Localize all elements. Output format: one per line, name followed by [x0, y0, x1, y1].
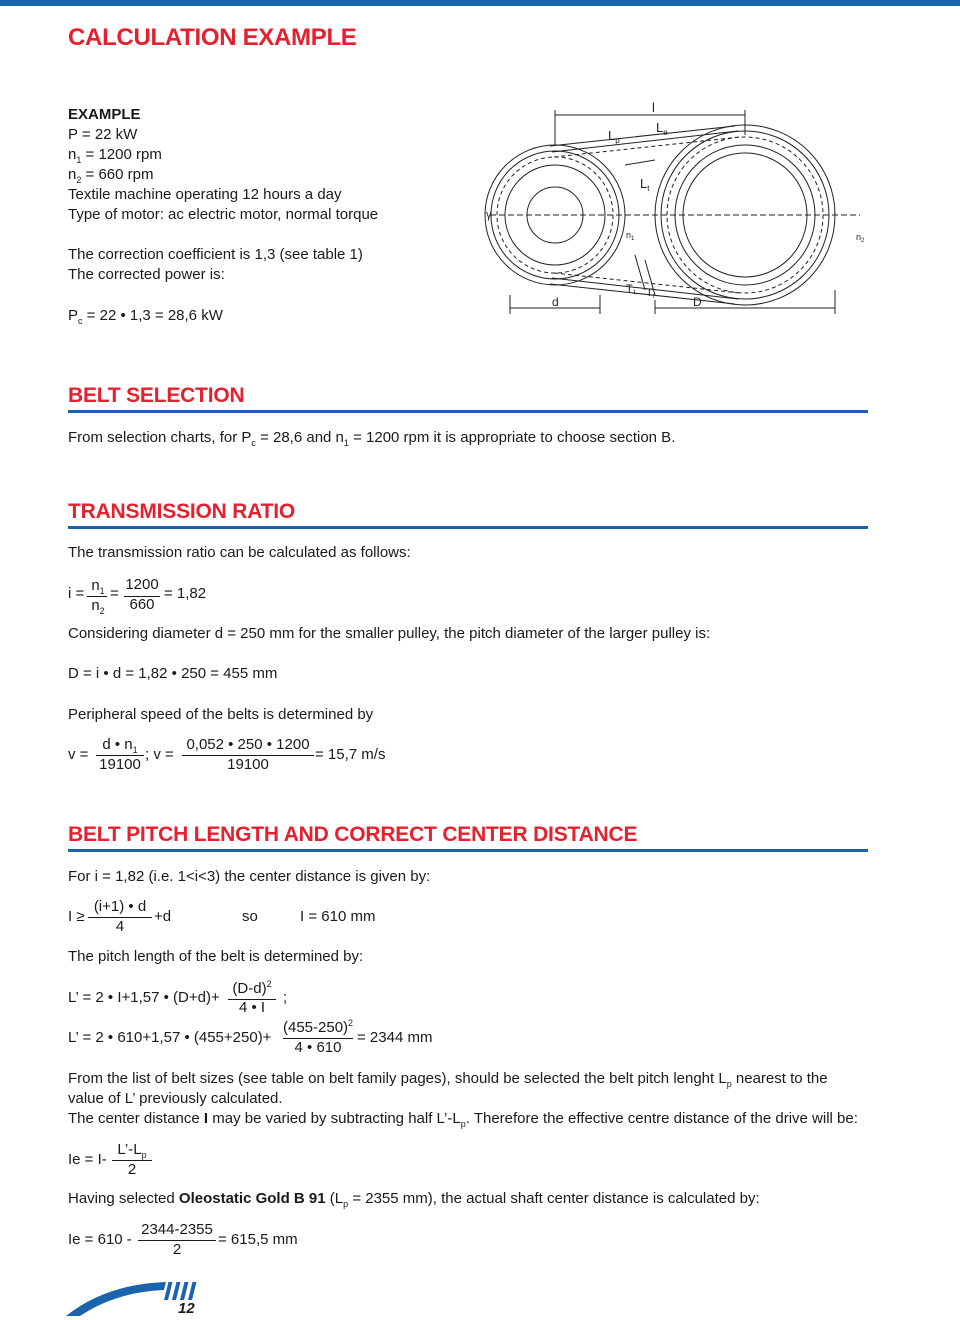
diagram-label-t1: T1 [626, 283, 637, 296]
diagram-label-n1: $n_1$ [626, 230, 635, 242]
example-motor: Type of motor: ac electric motor, normal torque [68, 206, 379, 223]
D-equation: D = i • d = 1,82 • 250 = 455 mm [68, 665, 278, 682]
considering-text: Considering diameter d = 250 mm for the smaller pulley, the pitch diameter of the larger pulley is: [68, 625, 711, 642]
peripheral-text: Peripheral speed of the belts is determined by [68, 706, 374, 723]
diagram-label-d: d [552, 295, 559, 309]
diagram-label-D: D [693, 295, 702, 309]
section-rule [68, 849, 868, 852]
pc-equation: $P_c = 22$ • 1,3 = 28,6 kW [68, 307, 223, 326]
having-selected-text: Having selected Oleostatic Gold B 91 ($L_p = 2355$ mm), the actual shaft center distance is calculated by: [68, 1190, 760, 1209]
belt-selection-heading: BELT SELECTION [68, 384, 245, 407]
diagram-label-lp: $L_p$ [608, 128, 620, 145]
page-number: 12 [178, 1300, 195, 1317]
example-n2: $n_2 = 660$ rpm [68, 166, 154, 185]
correction-text: The correction coefficient is 1,3 (see table 1) [68, 246, 363, 263]
from-list-text-cont: value of L’ previously calculated. [68, 1090, 283, 1107]
belt-drive-diagram [480, 100, 880, 320]
section-rule [68, 526, 868, 529]
example-heading: EXAMPLE [68, 106, 141, 123]
diagram-label-n2: $n_2$ [856, 232, 865, 244]
example-machine: Textile machine operating 12 hours a day [68, 186, 342, 203]
diagram-label-lt: $L_t$ [640, 176, 650, 193]
center-distance-text: The center distance I may be varied by subtracting half $L’-L_p$. Therefore the effective centre distance of the drive will be: [68, 1110, 858, 1129]
transmission-intro: The transmission ratio can be calculated as follows: [68, 544, 411, 561]
diagram-label-tt: Tt [646, 287, 655, 300]
pitch-intro-text: The pitch length of the belt is determined by: [68, 948, 364, 965]
for-i-text: For i = 1,82 (i.e. 1<i<3) the center distance is given by: [68, 868, 431, 885]
section-rule [68, 410, 868, 413]
page-title: CALCULATION EXAMPLE [68, 24, 357, 51]
belt-pitch-heading: BELT PITCH LENGTH AND CORRECT CENTER DISTANCE [68, 823, 638, 846]
example-n1: $n_1 = 1200$ rpm [68, 146, 162, 165]
diagram-label-l: l [652, 100, 655, 115]
corrected-power-text: The corrected power is: [68, 266, 225, 283]
example-power: P = 22 kW [68, 126, 138, 143]
top-bar [0, 0, 960, 6]
diagram-label-le: $L_e$ [656, 120, 668, 137]
diagram-label-gamma: γ [486, 209, 492, 221]
transmission-heading: TRANSMISSION RATIO [68, 500, 296, 523]
belt-selection-text: From selection charts, for $P_c = 28,6$ and $n_1 = 1200$ rpm it is appropriate to choose section B. [68, 429, 676, 448]
from-list-text: From the list of belt sizes (see table on belt family pages), should be selected the belt pitch lenght $L_p$ nearest to the [68, 1070, 828, 1089]
